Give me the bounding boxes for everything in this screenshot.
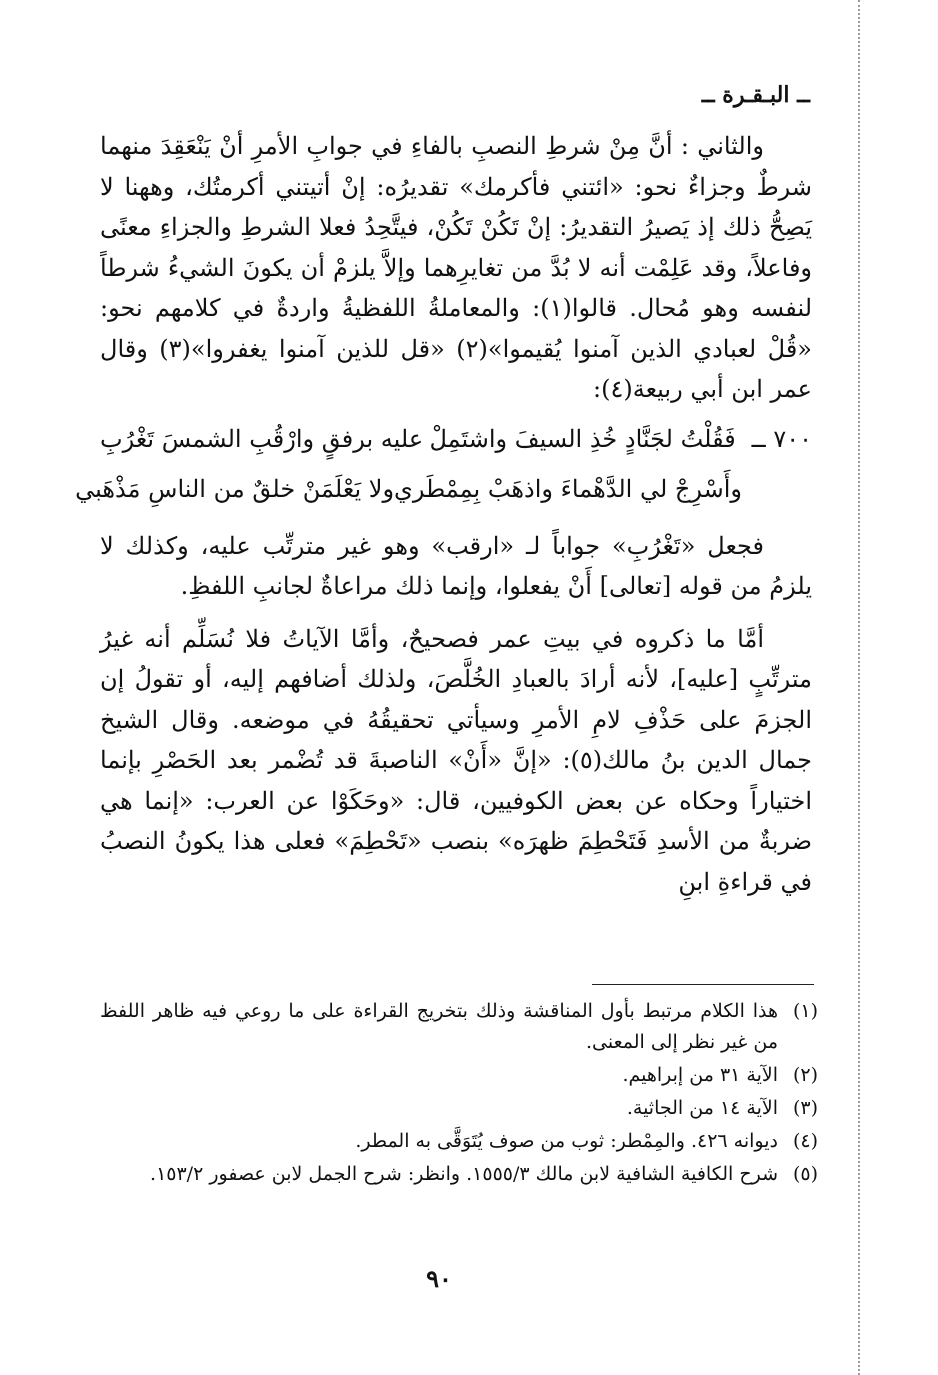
footnote-number: (٥) <box>792 1163 818 1185</box>
paragraph-3: أمَّا ما ذكروه في بيتِ عمر فصحيحٌ، وأمَّا الآياتُ فلا نُسَلِّم أنه غيرُ مترتِّبٍ [عليه]، لأنه أرادَ بالعبادِ الخُلَّصَ، ولذلك أضافهم إليه، أو تقولُ إن الجزمَ على حَذْفِ لامِ الأمرِ وسيأتي تحقيقُهُ في موضعه. وقال الشيخ جمال الدين بنُ مالك(٥): «إنَّ «أَنْ» الناصبةَ قد تُضْمر بعد الحَصْرِ بإنما اختياراً وحكاه عن بعض الكوفيين، قال: «وحَكَوْا عن العرب: «إنما هي ضربةٌ من الأسدِ فَتَحْطِمَ ظهرَه» بنصب «تَحْطِمَ» فعلى هذا يكونُ النصبُ في قراءةِ ابنِ <box>100 624 813 896</box>
footnote-text: الآية ٣١ من إبراهيم. <box>622 1064 778 1086</box>
poetry-verse-700 <box>75 414 812 514</box>
footnote-2 <box>100 1060 818 1091</box>
verse-number: ٧٠٠ ــ <box>751 424 812 453</box>
footnote-number: (٤) <box>792 1130 818 1152</box>
footnote-separator <box>592 984 814 985</box>
verse-line-1 <box>100 414 812 464</box>
footnotes <box>100 996 818 1192</box>
footnote-text: ديوانه ٤٢٦. والمِمْطر: ثوب من صوف يُتَوَقَّى به المطر. <box>355 1130 778 1152</box>
footnote-5 <box>100 1159 818 1190</box>
page-edge-dotted-line <box>858 0 860 1375</box>
footnote-text: هذا الكلام مرتبط بأول المناقشة وذلك بتخريج القراءة على ما روعي فيه ظاهر اللفظ من غير نظر إلى المعنى. <box>100 1000 778 1053</box>
verse-2-second-hemistich: ولا يَعْلَمَنْ خلقٌ من الناسِ مَذْهَبي <box>75 474 395 503</box>
paragraph-2: فجعل «تَغْرُبِ» جواباً لـ «ارقب» وهو غير مترتِّب عليه، وكذلك لا يلزمُ من قوله [تعالى] أَنْ يفعلوا، وإنما ذلك مراعاةٌ لجانبِ اللفظِ. <box>100 531 812 600</box>
footnote-number: (٣) <box>792 1097 818 1119</box>
footnote-1 <box>100 996 818 1058</box>
footnote-text: الآية ١٤ من الجاثية. <box>626 1097 778 1119</box>
footnote-number: (١) <box>792 1000 818 1022</box>
running-header: ــ البـقـرة ــ <box>701 82 810 108</box>
verse-line-2 <box>75 464 812 514</box>
footnote-3 <box>100 1093 818 1124</box>
paragraph-1: والثاني : أنَّ مِنْ شرطِ النصبِ بالفاءِ في جوابِ الأمرِ أنْ يَنْعَقِدَ منهما شرطٌ وجزاءٌ نحو: «ائتني فأكرمك» تقديرُه: إنْ أتيتني أكرمتُك، وههنا لا يَصِحُّ ذلك إذ يَصيرُ التقديرُ: إنْ تَكُنْ تَكُنْ، فيتَّحِدُ فعلا الشرطِ والجزاءِ معنًى وفاعلاً، وقد عَلِمْت أنه لا بُدَّ من تغايرِهما وإلاَّ يلزمْ أن يكونَ الشيءُ شرطاً لنفسه وهو مُحال. قالوا(١): والمعاملةُ اللفظيةُ واردةٌ في كلامهم نحو: «قُلْ لعبادي الذين آمنوا يُقيموا»(٢) «قل للذين آمنوا يغفروا»(٣) وقال عمر ابن أبي ربيعة(٤): <box>100 132 813 403</box>
verse-2-first-hemistich: وأَسْرِجْ لي الدَّهْماءَ واذهَبْ بِمِمْطَري <box>394 474 742 503</box>
footnote-text: شرح الكافية الشافية لابن مالك ١٥٥٥/٣. وانظر: شرح الجمل لابن عصفور ١٥٣/٢. <box>150 1163 778 1185</box>
verse-1-second-hemistich: عليه برفقٍ وارْقُبِ الشمسَ تَغْرُبِ <box>100 424 424 453</box>
footnote-4 <box>100 1126 818 1157</box>
footnote-number: (٢) <box>792 1064 818 1086</box>
main-text <box>75 126 813 902</box>
page-number: ٩٠ <box>426 1264 452 1293</box>
verse-1-first-hemistich: فَقُلْتُ لجَنَّادٍ خُذِ السيفَ واشتَمِلْ <box>429 424 736 453</box>
